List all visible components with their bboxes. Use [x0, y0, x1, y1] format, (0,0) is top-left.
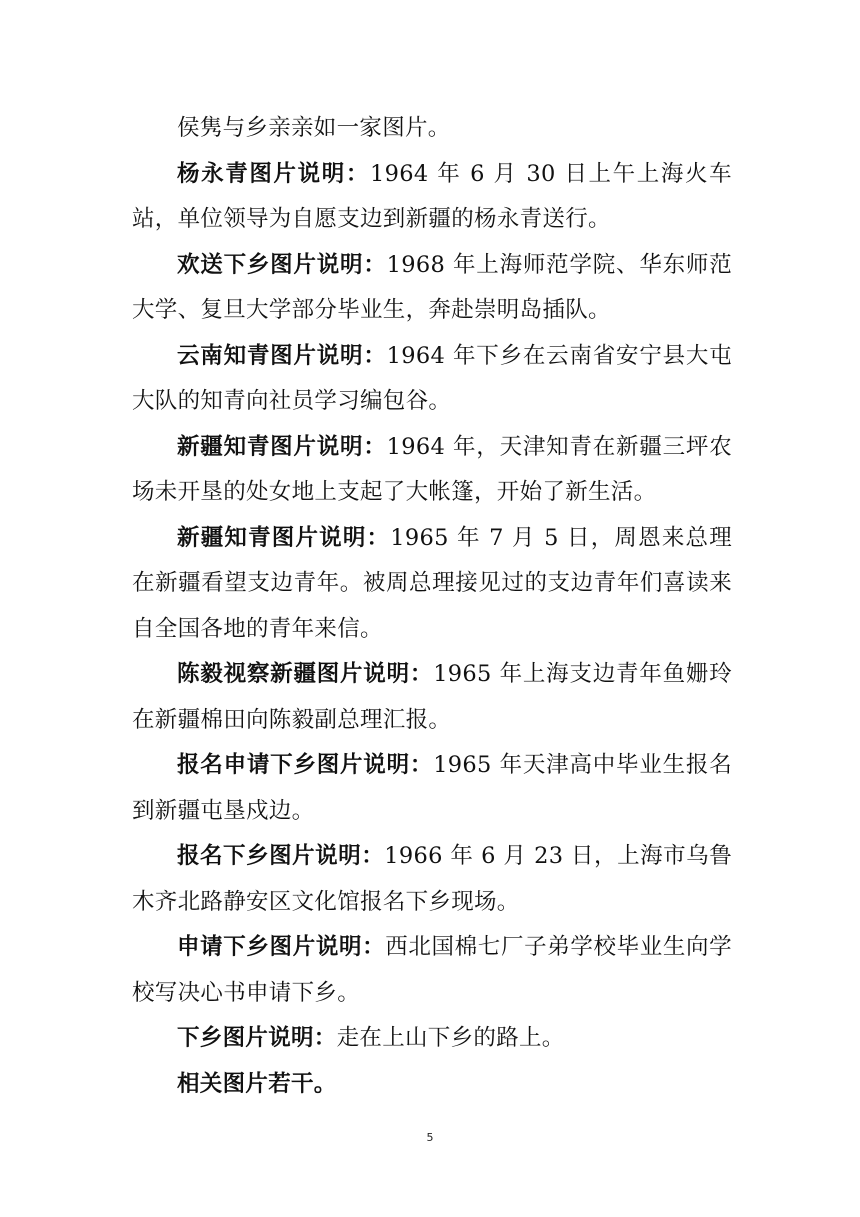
- paragraph-3: [132, 243, 732, 334]
- paragraph-3-lead: 欢送下乡图片说明：: [177, 251, 387, 278]
- paragraph-7: [132, 652, 732, 743]
- paragraph-7-text: 1965 年上海支边青年鱼姗玲在新疆棉田向陈毅副总理汇报。: [132, 661, 732, 733]
- paragraph-4: [132, 334, 732, 425]
- paragraph-12-lead: 相关图片若干。: [177, 1070, 337, 1097]
- paragraph-6-lead: 新疆知青图片说明：: [177, 524, 391, 551]
- paragraph-8: [132, 743, 732, 834]
- page-number: 5: [426, 1131, 434, 1144]
- paragraph-11-lead: 下乡图片说明：: [177, 1025, 337, 1051]
- paragraph-10: [132, 925, 732, 1016]
- paragraph-8-text: 1965 年天津高中毕业生报名到新疆屯垦戍边。: [132, 752, 732, 824]
- paragraph-5-lead: 新疆知青图片说明：: [177, 433, 387, 460]
- paragraph-2-lead: 杨永青图片说明：: [177, 160, 370, 187]
- paragraph-9: [132, 834, 732, 925]
- paragraph-5: [132, 425, 732, 516]
- paragraph-11: [132, 1016, 732, 1062]
- document-body: [132, 106, 732, 1107]
- paragraph-6-text: 1965 年 7 月 5 日，周恩来总理在新疆看望支边青年。被周总理接见过的支边青年们喜读来自全国各地的青年来信。: [132, 524, 733, 642]
- paragraph-4-text: 1964 年下乡在云南省安宁县大屯大队的知青向社员学习编包谷。: [132, 342, 732, 414]
- paragraph-6: [132, 516, 732, 653]
- paragraph-7-lead: 陈毅视察新疆图片说明：: [177, 661, 434, 687]
- paragraph-9-text: 1966 年 6 月 23 日，上海市乌鲁木齐北路静安区文化馆报名下乡现场。: [132, 843, 732, 915]
- paragraph-2: [132, 152, 732, 243]
- paragraph-10-lead: 申请下乡图片说明：: [177, 934, 386, 960]
- paragraph-9-lead: 报名下乡图片说明：: [177, 843, 385, 869]
- paragraph-4-lead: 云南知青图片说明：: [177, 342, 387, 369]
- paragraph-2-text: 1964 年 6 月 30 日上午上海火车站，单位领导为自愿支边到新疆的杨永青送行。: [132, 160, 732, 232]
- paragraph-10-text: 西北国棉七厂子弟学校毕业生向学校写决心书申请下乡。: [132, 934, 732, 1006]
- paragraph-12: [132, 1062, 732, 1108]
- paragraph-8-lead: 报名申请下乡图片说明：: [177, 752, 434, 778]
- paragraph-3-text: 1968 年上海师范学院、华东师范大学、复旦大学部分毕业生，奔赴崇明岛插队。: [132, 251, 732, 323]
- paragraph-1: [132, 106, 732, 152]
- paragraph-11-text: 走在上山下乡的路上。: [336, 1025, 565, 1051]
- paragraph-5-text: 1964 年，天津知青在新疆三坪农场未开垦的处女地上支起了大帐篷，开始了新生活。: [132, 433, 732, 505]
- paragraph-1-text: 侯隽与乡亲亲如一家图片。: [177, 115, 451, 141]
